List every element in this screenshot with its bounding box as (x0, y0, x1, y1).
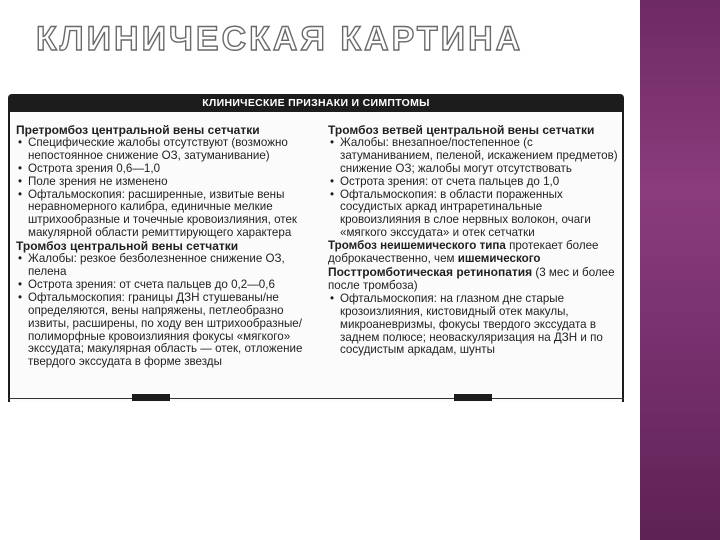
section-heading: Тромбоз неишемического типа (328, 239, 506, 253)
figure-border-left (8, 112, 10, 402)
section-heading: Претромбоз центральной вены сетчатки (16, 123, 260, 137)
paragraph-text: протекает более доброкачественно, чем (328, 239, 599, 266)
decorative-side-bar (640, 0, 720, 540)
list-item: • Острота зрения: от счета пальцев до 0,2—0,6 (16, 279, 316, 292)
section-heading: Посттромботическая ретинопатия (328, 264, 533, 279)
list-item: • Острота зрения 0,6—1,0 (16, 163, 316, 176)
symptom-list (16, 137, 316, 240)
figure-header: КЛИНИЧЕСКИЕ ПРИЗНАКИ И СИМПТОМЫ (8, 94, 624, 112)
symptoms-figure (8, 94, 624, 402)
symptom-list (328, 293, 624, 358)
symptom-list (16, 253, 316, 369)
list-item: • Офтальмоскопия: в области пораженных сосудистых аркад интраретинальные кровоизлияния в слое нервных волокон, очаги «мягкого экссудата» и отек сетчатки (328, 189, 624, 241)
left-column (16, 124, 316, 369)
figure-bottom-tab (454, 394, 492, 401)
list-item: • Офтальмоскопия: расширенные, извитые вены неравномерного калибра, единичные мелкие штрихообразные и точечные кровоизлияния, отек макулярной области ремиттирующего характера (16, 189, 316, 241)
list-item: • Острота зрения: от счета пальцев до 1,0 (328, 176, 624, 189)
list-item: • Офтальмоскопия: на глазном дне старые крозоизлияния, кистовидный отек макулы, микроаневризмы, фокусы твердого экссудата в заднем полюсе; неоваскуляризация на ДЗН и по сосудистым аркадам, шунты (328, 293, 624, 358)
slide-title: КЛИНИЧЕСКАЯ КАРТИНА (36, 20, 524, 58)
paragraph-emphasis: ишемического (457, 252, 541, 266)
figure-bottom-rule (8, 398, 624, 399)
section-note: (3 мес и более после тромбоза) (328, 265, 615, 292)
list-item: • Жалобы: внезапное/постепенное (с затуманиванием, пеленой, искажением предметов) снижение ОЗ; жалобы могут отсутствовать (328, 137, 624, 176)
list-item: • Офтальмоскопия: границы ДЗН стушеваны/не определяются, вены напряжены, петлеобразно извиты, расширены, по ходу вен штрихообразные/полиморфные кровоизлияния фокусы «мягкого» экссудата; макулярная область — отек, отложение твердого экссудата в форме звезды (16, 292, 316, 369)
section-paragraph (328, 240, 624, 266)
symptom-list (328, 137, 624, 240)
list-item: • Поле зрения не изменено (16, 176, 316, 189)
list-item: • Жалобы: резкое безболезненное снижение ОЗ, пелена (16, 253, 316, 279)
figure-bottom-tab (132, 394, 170, 401)
section-paragraph (328, 266, 624, 293)
list-item: • Специфические жалобы отсутствуют (возможно непостоянное снижение ОЗ, затуманивание) (16, 137, 316, 163)
right-column (328, 124, 624, 357)
section-heading: Тромбоз ветвей центральной вены сетчатки (328, 123, 595, 137)
section-heading: Тромбоз центральной вены сетчатки (16, 239, 239, 254)
